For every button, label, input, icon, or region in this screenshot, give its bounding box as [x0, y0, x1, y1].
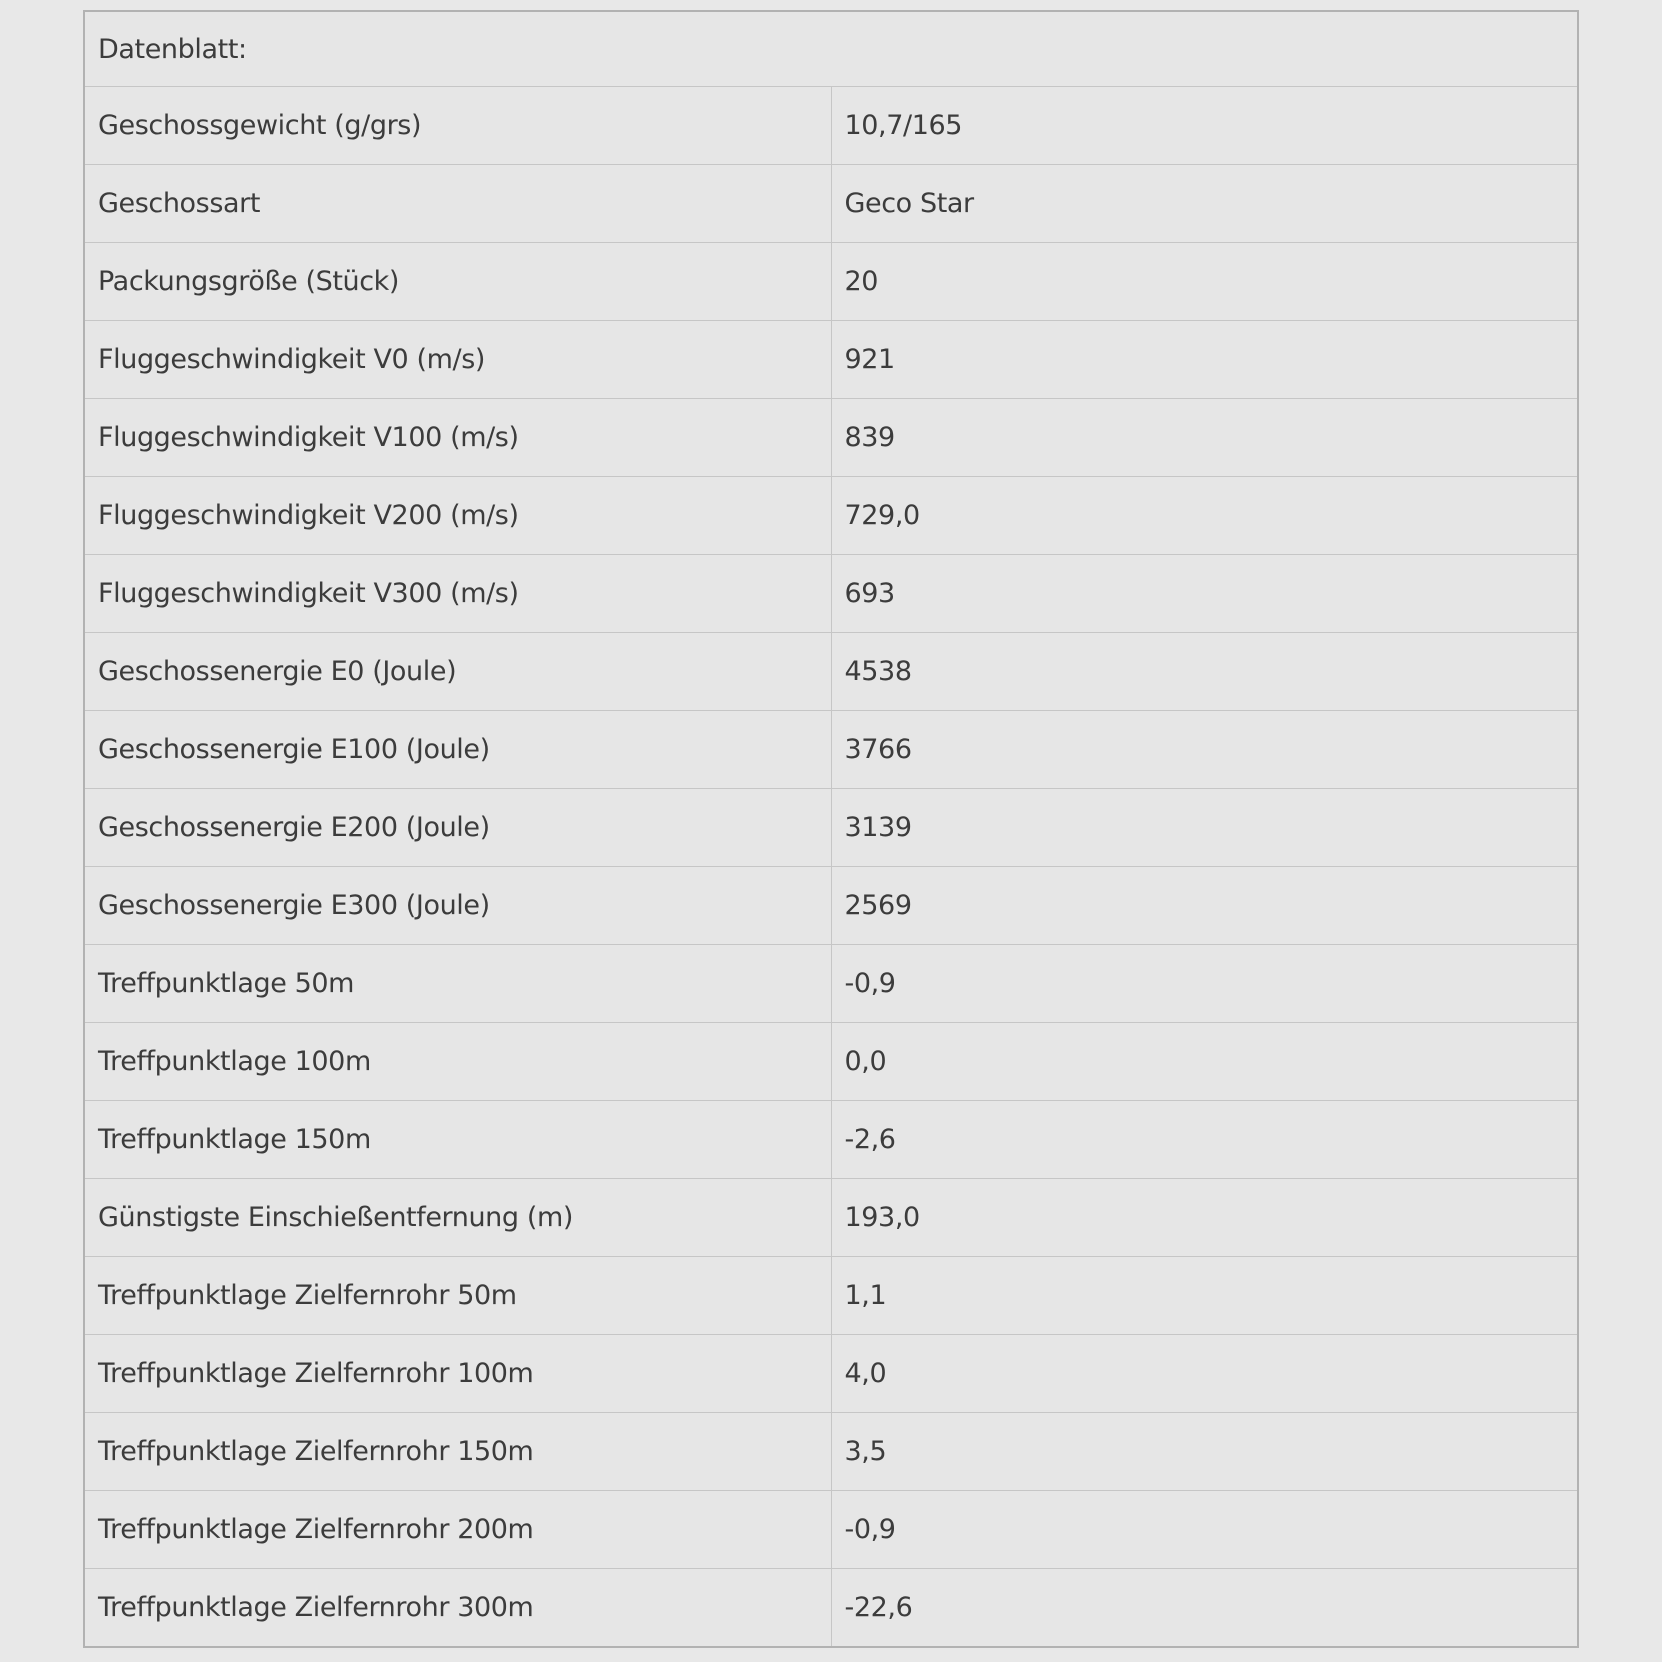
table-row: [84, 711, 1578, 789]
row-label: Treffpunktlage Zielfernrohr 100m: [84, 1335, 831, 1413]
row-label: Geschossenergie E300 (Joule): [84, 867, 831, 945]
row-value: 1,1: [831, 1257, 1578, 1335]
datasheet-table: [83, 10, 1579, 1648]
row-label: Treffpunktlage Zielfernrohr 50m: [84, 1257, 831, 1335]
table-row: [84, 1335, 1578, 1413]
table-row: [84, 477, 1578, 555]
row-label: Geschossenergie E0 (Joule): [84, 633, 831, 711]
row-value: 10,7/165: [831, 87, 1578, 165]
row-label: Fluggeschwindigkeit V100 (m/s): [84, 399, 831, 477]
table-row: [84, 1023, 1578, 1101]
row-label: Geschossenergie E100 (Joule): [84, 711, 831, 789]
table-row: [84, 1179, 1578, 1257]
row-value: 693: [831, 555, 1578, 633]
datasheet-container: [83, 10, 1579, 1648]
row-value: 2569: [831, 867, 1578, 945]
row-value: 20: [831, 243, 1578, 321]
row-value: 921: [831, 321, 1578, 399]
row-label: Geschossart: [84, 165, 831, 243]
row-value: -2,6: [831, 1101, 1578, 1179]
row-label: Treffpunktlage 150m: [84, 1101, 831, 1179]
table-row: [84, 789, 1578, 867]
row-label: Packungsgröße (Stück): [84, 243, 831, 321]
row-value: Geco Star: [831, 165, 1578, 243]
row-value: 0,0: [831, 1023, 1578, 1101]
table-row: [84, 1101, 1578, 1179]
row-value: -22,6: [831, 1569, 1578, 1648]
table-row: [84, 399, 1578, 477]
row-label: Fluggeschwindigkeit V0 (m/s): [84, 321, 831, 399]
row-label: Treffpunktlage Zielfernrohr 200m: [84, 1491, 831, 1569]
table-header-row: [84, 11, 1578, 87]
row-value: 3,5: [831, 1413, 1578, 1491]
table-row: [84, 945, 1578, 1023]
row-label: Treffpunktlage 100m: [84, 1023, 831, 1101]
row-label: Geschossgewicht (g/grs): [84, 87, 831, 165]
table-row: [84, 633, 1578, 711]
row-label: Günstigste Einschießentfernung (m): [84, 1179, 831, 1257]
table-row: [84, 321, 1578, 399]
row-value: 729,0: [831, 477, 1578, 555]
row-label: Treffpunktlage 50m: [84, 945, 831, 1023]
row-value: 3766: [831, 711, 1578, 789]
table-row: [84, 243, 1578, 321]
row-label: Treffpunktlage Zielfernrohr 150m: [84, 1413, 831, 1491]
table-row: [84, 87, 1578, 165]
table-row: [84, 1491, 1578, 1569]
table-row: [84, 867, 1578, 945]
table-row: [84, 1569, 1578, 1648]
row-value: 193,0: [831, 1179, 1578, 1257]
row-value: 4,0: [831, 1335, 1578, 1413]
row-value: -0,9: [831, 945, 1578, 1023]
table-row: [84, 1413, 1578, 1491]
row-value: 839: [831, 399, 1578, 477]
table-row: [84, 165, 1578, 243]
row-label: Geschossenergie E200 (Joule): [84, 789, 831, 867]
table-title: Datenblatt:: [84, 11, 1578, 87]
row-value: -0,9: [831, 1491, 1578, 1569]
row-value: 3139: [831, 789, 1578, 867]
row-label: Fluggeschwindigkeit V300 (m/s): [84, 555, 831, 633]
table-row: [84, 555, 1578, 633]
table-row: [84, 1257, 1578, 1335]
row-label: Treffpunktlage Zielfernrohr 300m: [84, 1569, 831, 1648]
row-label: Fluggeschwindigkeit V200 (m/s): [84, 477, 831, 555]
row-value: 4538: [831, 633, 1578, 711]
